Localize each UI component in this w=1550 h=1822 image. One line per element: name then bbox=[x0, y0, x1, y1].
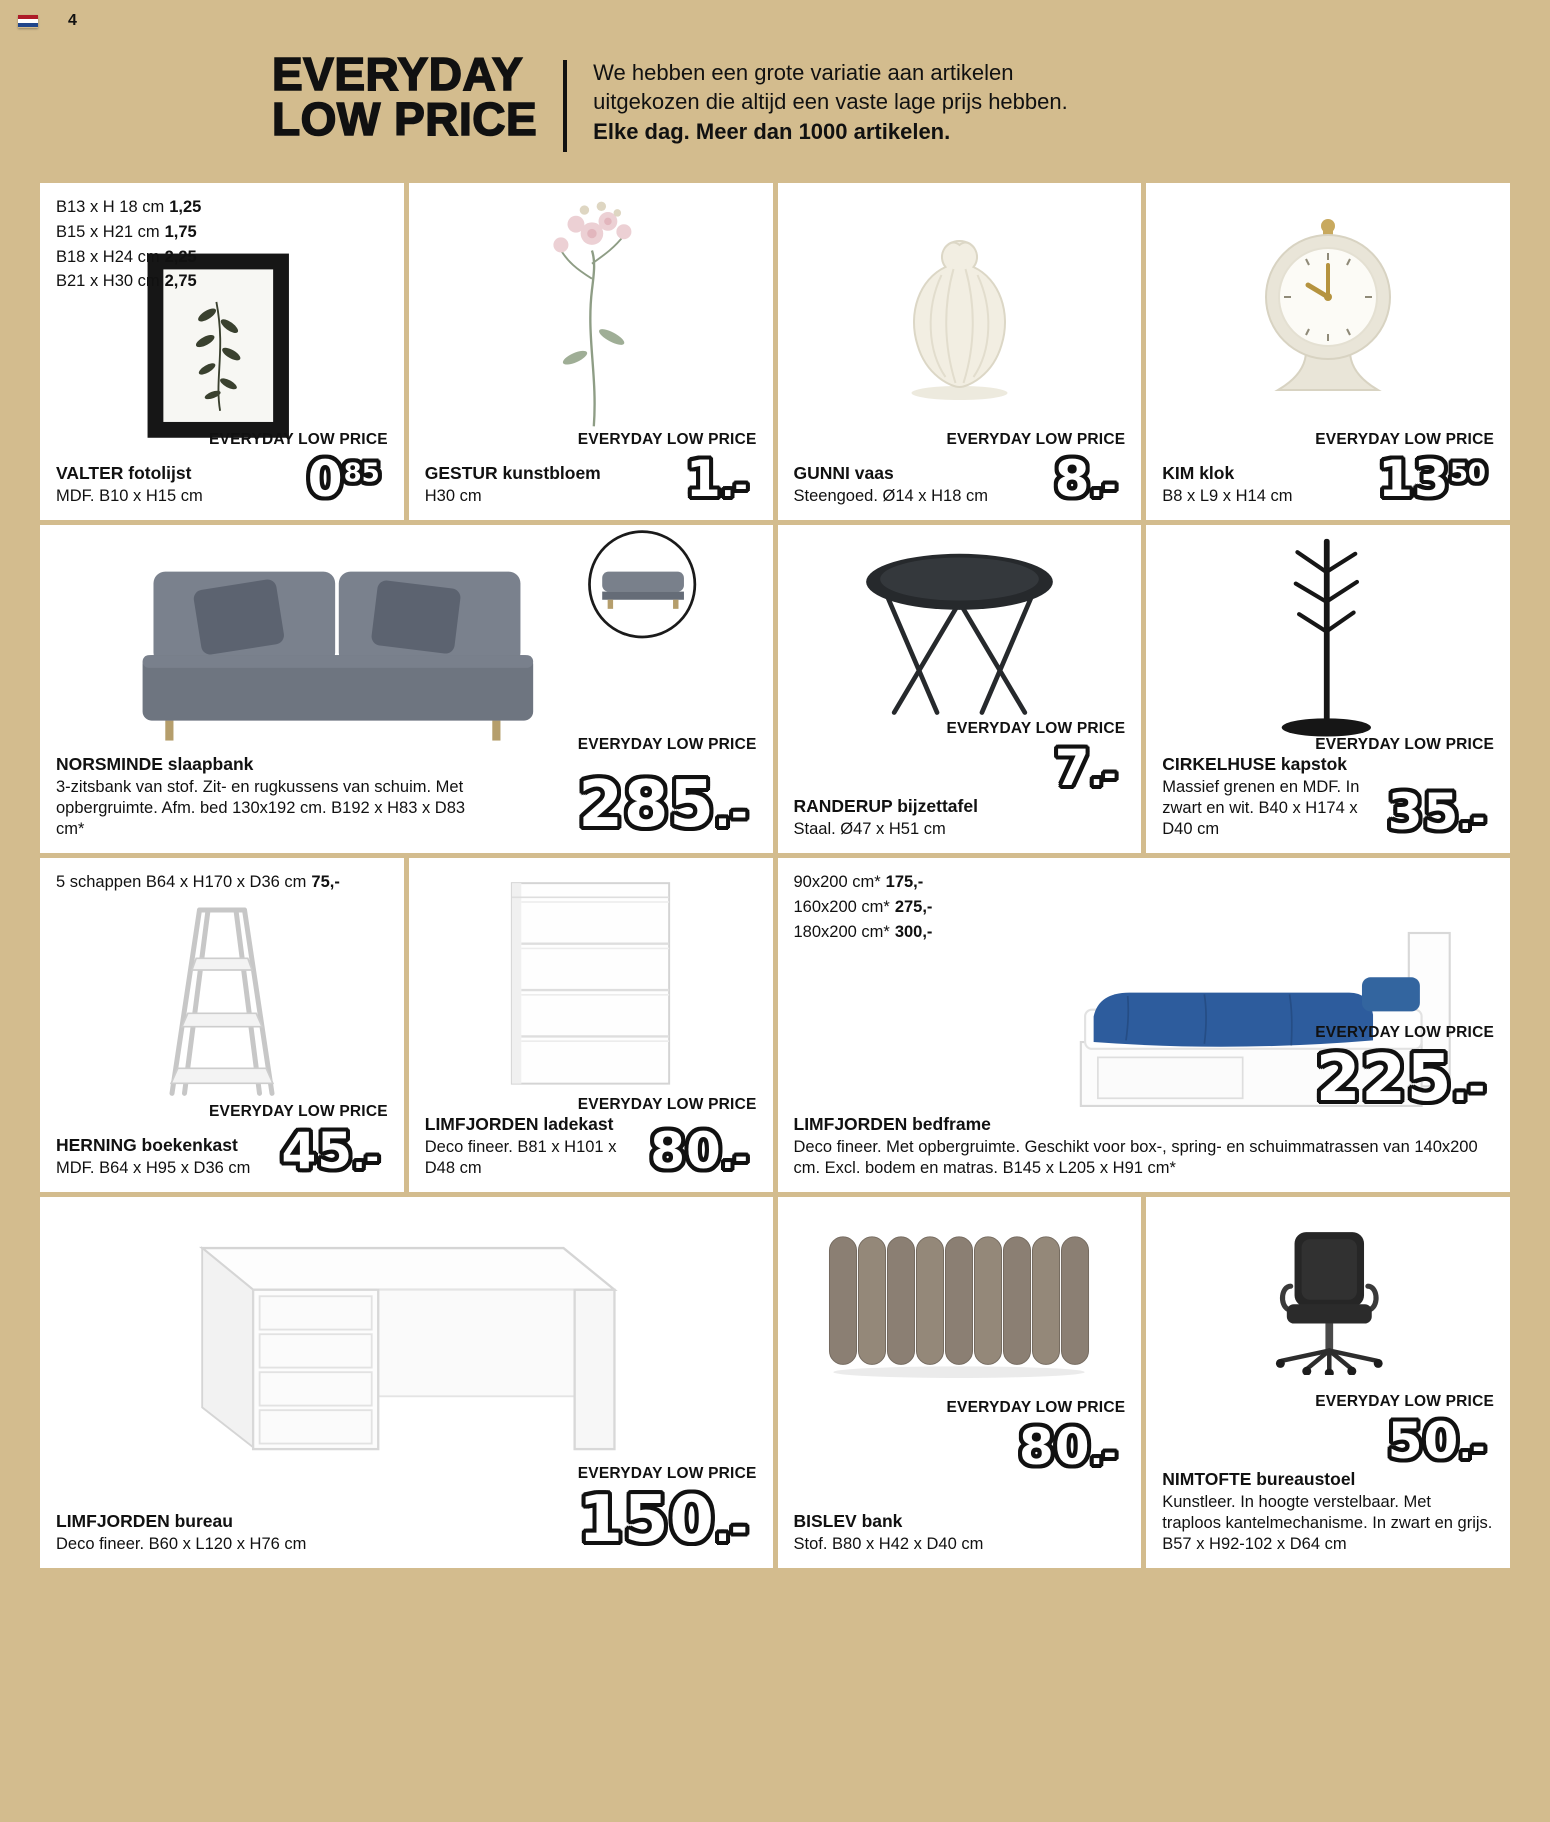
product-desc: Deco fineer. Met opbergruimte. Geschikt voor box-, spring- en schuimmatrassen van 140x200 cm. Excl. bodem en matras. B145 x L205 x H91 cm* bbox=[793, 1138, 1478, 1178]
coat-rack-image bbox=[1249, 529, 1407, 744]
option-label: 5 schappen B64 x H170 x D36 cm bbox=[56, 873, 307, 891]
product-card-bislev[interactable] bbox=[778, 1197, 1142, 1568]
title-line1: EVERYDAY bbox=[272, 48, 524, 100]
option-price: 75,- bbox=[311, 873, 340, 891]
elp-badge: EVERYDAY LOW PRICE bbox=[1315, 1024, 1494, 1042]
intro-line3: Elke dag. Meer dan 1000 artikelen. bbox=[593, 118, 951, 144]
page-number: 4 bbox=[68, 12, 77, 29]
dresser-image bbox=[488, 869, 693, 1097]
header-intro bbox=[593, 52, 1068, 146]
header-divider bbox=[563, 60, 567, 152]
price-value: 225.- bbox=[1315, 1042, 1486, 1117]
elp-badge: EVERYDAY LOW PRICE bbox=[209, 431, 388, 448]
product-desc: Steengoed. Ø14 x H18 cm bbox=[793, 487, 988, 506]
option-price: 175,- bbox=[885, 873, 924, 891]
product-desc: Deco fineer. B60 x L120 x H76 cm bbox=[56, 1535, 307, 1554]
option-price: 1,25 bbox=[169, 198, 202, 216]
option-price: 1,75 bbox=[164, 222, 197, 241]
price-value: 80.- bbox=[1019, 1418, 1118, 1477]
elp-badge: EVERYDAY LOW PRICE bbox=[577, 736, 757, 754]
product-name: GUNNI vaas bbox=[793, 463, 894, 484]
elp-badge: EVERYDAY LOW PRICE bbox=[1315, 431, 1494, 448]
option-label: B13 x H 18 cm bbox=[56, 198, 165, 216]
product-desc: B8 x L9 x H14 cm bbox=[1162, 487, 1293, 506]
ladekast-product-image bbox=[425, 872, 757, 1094]
cirkelhuse-product-image bbox=[1162, 539, 1494, 734]
price-value: 7.- bbox=[1054, 739, 1118, 798]
vase-image bbox=[877, 213, 1042, 413]
price-value: $13^{50}$ bbox=[1378, 450, 1486, 508]
product-card-cirkelhuse[interactable] bbox=[1146, 525, 1510, 853]
product-name: GESTUR kunstbloem bbox=[424, 463, 601, 484]
intro-line1: We hebben een grote variatie aan artikelen bbox=[593, 60, 1014, 85]
bureau-product-image bbox=[56, 1211, 757, 1463]
option-price: 2,25 bbox=[164, 247, 197, 266]
elp-badge: EVERYDAY LOW PRICE bbox=[1315, 1393, 1494, 1411]
product-name: LIMFJORDEN bedframe bbox=[793, 1114, 991, 1135]
page-title bbox=[272, 48, 538, 146]
product-grid bbox=[40, 183, 1510, 1568]
product-name: VALTER fotolijst bbox=[56, 463, 192, 484]
bislev-product-image bbox=[794, 1211, 1126, 1397]
randerup-product-image bbox=[794, 539, 1126, 718]
product-name: CIRKELHUSE kapstok bbox=[1162, 754, 1348, 775]
price-value: 285.- bbox=[578, 768, 749, 842]
product-desc: Deco fineer. B81 x H101 x D48 cm bbox=[424, 1138, 617, 1178]
gunni-product-image bbox=[794, 197, 1126, 429]
product-card-limfjorden-bedframe[interactable] bbox=[778, 858, 1511, 1192]
product-name: LIMFJORDEN bureau bbox=[56, 1511, 233, 1532]
kim-product-image bbox=[1162, 197, 1494, 429]
herning-product-image bbox=[56, 872, 388, 1101]
product-desc: Stof. B80 x H42 x D40 cm bbox=[793, 1535, 984, 1554]
elp-badge: EVERYDAY LOW PRICE bbox=[577, 1465, 757, 1482]
norsminde-product-image bbox=[56, 539, 757, 734]
product-card-gestur[interactable] bbox=[409, 183, 773, 520]
price-value: 45.- bbox=[281, 1122, 380, 1180]
price-value: 150.- bbox=[578, 1483, 749, 1557]
ladder-shelf-image bbox=[122, 900, 322, 1100]
option-label: 90x200 cm* bbox=[793, 873, 881, 891]
product-card-valter[interactable] bbox=[40, 183, 404, 520]
office-chair-image bbox=[1248, 1227, 1408, 1375]
option-price: 275,- bbox=[894, 897, 933, 916]
product-card-gunni[interactable] bbox=[778, 183, 1142, 520]
page-header bbox=[0, 0, 1550, 168]
product-desc: MDF. B64 x H95 x D36 cm bbox=[56, 1159, 251, 1178]
elp-badge: EVERYDAY LOW PRICE bbox=[209, 1103, 388, 1120]
product-name: BISLEV bank bbox=[793, 1511, 903, 1532]
product-desc: Massief grenen en MDF. In zwart en wit. B40 x H174 x D40 cm bbox=[1162, 778, 1360, 839]
product-card-nimtofte[interactable] bbox=[1146, 1197, 1510, 1568]
product-name: NORSMINDE slaapbank bbox=[56, 754, 254, 775]
elp-badge: EVERYDAY LOW PRICE bbox=[1315, 736, 1494, 754]
size-price-list bbox=[794, 870, 933, 944]
price-value: 1.- bbox=[686, 450, 749, 508]
price-value: 50.- bbox=[1387, 1412, 1486, 1471]
product-card-limfjorden-ladekast[interactable] bbox=[409, 858, 773, 1192]
artificial-flower-image bbox=[516, 196, 666, 431]
title-line2: LOW PRICE bbox=[272, 93, 538, 146]
product-name: RANDERUP bijzettafel bbox=[793, 796, 978, 817]
option-price: 300,- bbox=[894, 922, 933, 941]
side-table-image bbox=[847, 537, 1072, 720]
product-name: HERNING boekenkast bbox=[56, 1135, 238, 1156]
product-desc: Kunstleer. In hoogte verstelbaar. Met traploos kantelmechanisme. In zwart en grijs. B57 x H92-102 x D64 cm bbox=[1162, 1493, 1493, 1554]
elp-badge: EVERYDAY LOW PRICE bbox=[577, 1096, 757, 1114]
nimtofte-product-image bbox=[1162, 1211, 1494, 1391]
dutch-flag-icon bbox=[18, 15, 38, 28]
price-value: 35.- bbox=[1387, 783, 1486, 841]
product-card-norsminde[interactable] bbox=[40, 525, 773, 853]
product-card-herning[interactable] bbox=[40, 858, 404, 1192]
product-card-randerup[interactable] bbox=[778, 525, 1142, 853]
option-label: B18 x H24 cm bbox=[56, 247, 160, 266]
gestur-product-image bbox=[425, 197, 757, 429]
elp-badge: EVERYDAY LOW PRICE bbox=[946, 1399, 1126, 1417]
price-value: 80.- bbox=[650, 1122, 749, 1180]
bench-image bbox=[814, 1229, 1104, 1379]
product-name: NIMTOFTE bureaustoel bbox=[1162, 1469, 1356, 1490]
option-label: 180x200 cm* bbox=[793, 922, 890, 941]
intro-line2: uitgekozen die altijd een vaste lage prijs hebben. bbox=[593, 89, 1068, 115]
desk-image bbox=[146, 1211, 666, 1463]
product-card-limfjorden-bureau[interactable] bbox=[40, 1197, 773, 1568]
product-name: LIMFJORDEN ladekast bbox=[424, 1114, 614, 1135]
elp-badge: EVERYDAY LOW PRICE bbox=[946, 431, 1126, 448]
price-value: $0^{85}$ bbox=[307, 450, 380, 508]
size-price-list bbox=[56, 195, 201, 294]
size-price-list bbox=[56, 870, 340, 895]
product-card-kim[interactable] bbox=[1146, 183, 1510, 520]
option-price: 2,75 bbox=[164, 272, 197, 291]
page-corner bbox=[18, 12, 77, 30]
elp-badge: EVERYDAY LOW PRICE bbox=[577, 431, 757, 448]
option-label: B15 x H21 cm bbox=[56, 222, 160, 241]
product-name: KIM klok bbox=[1162, 463, 1235, 484]
option-label: 160x200 cm* bbox=[793, 897, 890, 916]
product-desc: Staal. Ø47 x H51 cm bbox=[793, 820, 946, 839]
price-value: 8.- bbox=[1054, 450, 1118, 508]
sleeper-sofa-image bbox=[88, 528, 724, 746]
product-desc: MDF. B10 x H15 cm bbox=[56, 487, 203, 506]
product-desc: 3-zitsbank van stof. Zit- en rugkussens van schuim. Met opbergruimte. Afm. bed 130x192 cm. B192 x H83 x D83 cm* bbox=[56, 778, 466, 839]
option-label: B21 x H30 cm bbox=[56, 272, 160, 291]
table-clock-image bbox=[1248, 213, 1408, 413]
product-desc: H30 cm bbox=[424, 487, 482, 506]
elp-badge: EVERYDAY LOW PRICE bbox=[946, 720, 1126, 738]
